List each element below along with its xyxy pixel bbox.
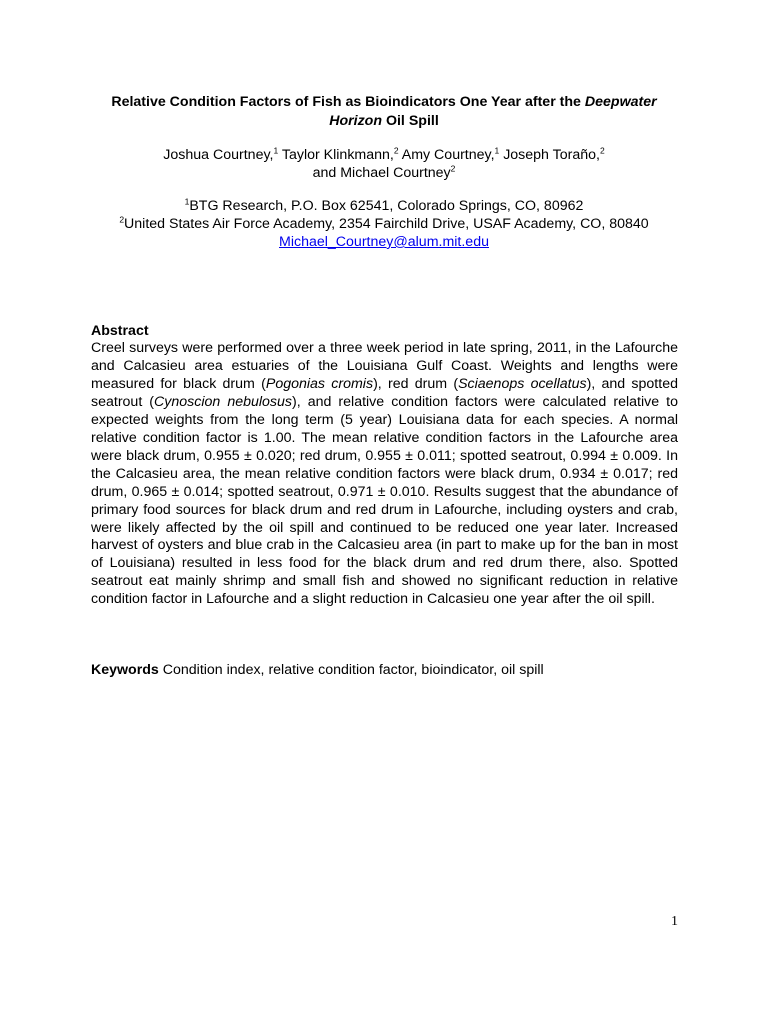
keywords-label: Keywords xyxy=(91,662,159,678)
author-name: Taylor Klinkmann, xyxy=(278,147,394,163)
keywords-text: Condition index, relative condition factor, bioindicator, oil spill xyxy=(158,662,544,678)
abstract-text: ), red drum ( xyxy=(373,375,459,392)
title-italic-deepwater: Deepwater xyxy=(584,94,657,110)
species-name: Cynoscion nebulosus xyxy=(154,393,292,410)
title-italic-horizon: Horizon xyxy=(329,113,383,129)
contact-email-link[interactable]: Michael_Courtney@alum.mit.edu xyxy=(279,234,489,250)
abstract-body xyxy=(91,340,678,609)
author-affiliation-mark: 1 xyxy=(273,145,279,156)
keywords-line xyxy=(91,661,678,679)
author-name: Amy Courtney, xyxy=(398,147,495,163)
abstract-heading: Abstract xyxy=(91,323,149,339)
abstract-text: ), and relative condition factors were calculated relative to expected weights from the long term (5 year) Louisiana data for each species. A normal relative condition factor is 1.00. The mean relative condition factors in the Lafourche area were black drum, 0.955 ± 0.020; red drum, 0.955 ± 0.011; spotted seatrout, 0.994 ± 0.009. In the Calcasieu area, the mean relative condition factors were black drum, 0.934 ± 0.017; red drum, 0.965 ± 0.014; spotted seatrout, 0.971 ± 0.010. Results suggest that the abundance of primary food sources for black drum and red drum in Lafourche, including oysters and crab, were likely affected by the oil spill and continued to be reduced one year later. Increased harvest of oysters and blue crab in the Calcasieu area (in part to make up for the ban in most of Louisiana) resulted in less food for the black drum and red drum there, also. Spotted seatrout eat mainly shrimp and small fish and showed no significant reduction in relative condition factor in Lafourche and a slight reduction in Calcasieu one year after the oil spill. xyxy=(91,393,678,608)
abstract-text: ), and spotted seatrout ( xyxy=(91,375,678,410)
abstract-text: Creel surveys were performed over a three week period in late spring, 2011, in the Lafourche and Calcasieu area estuaries of the Louisiana Gulf Coast. Weights and lengths were measured for black drum ( xyxy=(91,340,678,392)
author-affiliation-mark: 1 xyxy=(494,145,500,156)
author-affiliation-mark: 2 xyxy=(450,163,456,174)
author-affiliation-mark: 2 xyxy=(393,145,399,156)
title-text-part1: Relative Condition Factors of Fish as Bioindicators One Year after the xyxy=(111,94,585,110)
author-affiliation-mark: 2 xyxy=(599,145,605,156)
author-name: Joshua Courtney, xyxy=(163,147,274,163)
affiliation-mark: 1 xyxy=(184,196,190,207)
affiliation-block xyxy=(40,197,728,251)
page-number: 1 xyxy=(671,914,678,929)
species-name: Sciaenops ocellatus xyxy=(458,375,587,392)
author-name: and Michael Courtney xyxy=(312,165,451,181)
title-text-part2: Oil Spill xyxy=(382,113,439,129)
author-name: Joseph Toraño, xyxy=(499,147,600,163)
affiliation-mark: 2 xyxy=(119,214,125,225)
paper-title xyxy=(80,93,688,131)
affiliation-text: United States Air Force Academy, 2354 Fairchild Drive, USAF Academy, CO, 80840 xyxy=(124,216,649,232)
affiliation-text: BTG Research, P.O. Box 62541, Colorado Springs, CO, 80962 xyxy=(189,198,584,214)
species-name: Pogonias cromis xyxy=(265,375,374,392)
author-list xyxy=(80,146,688,182)
